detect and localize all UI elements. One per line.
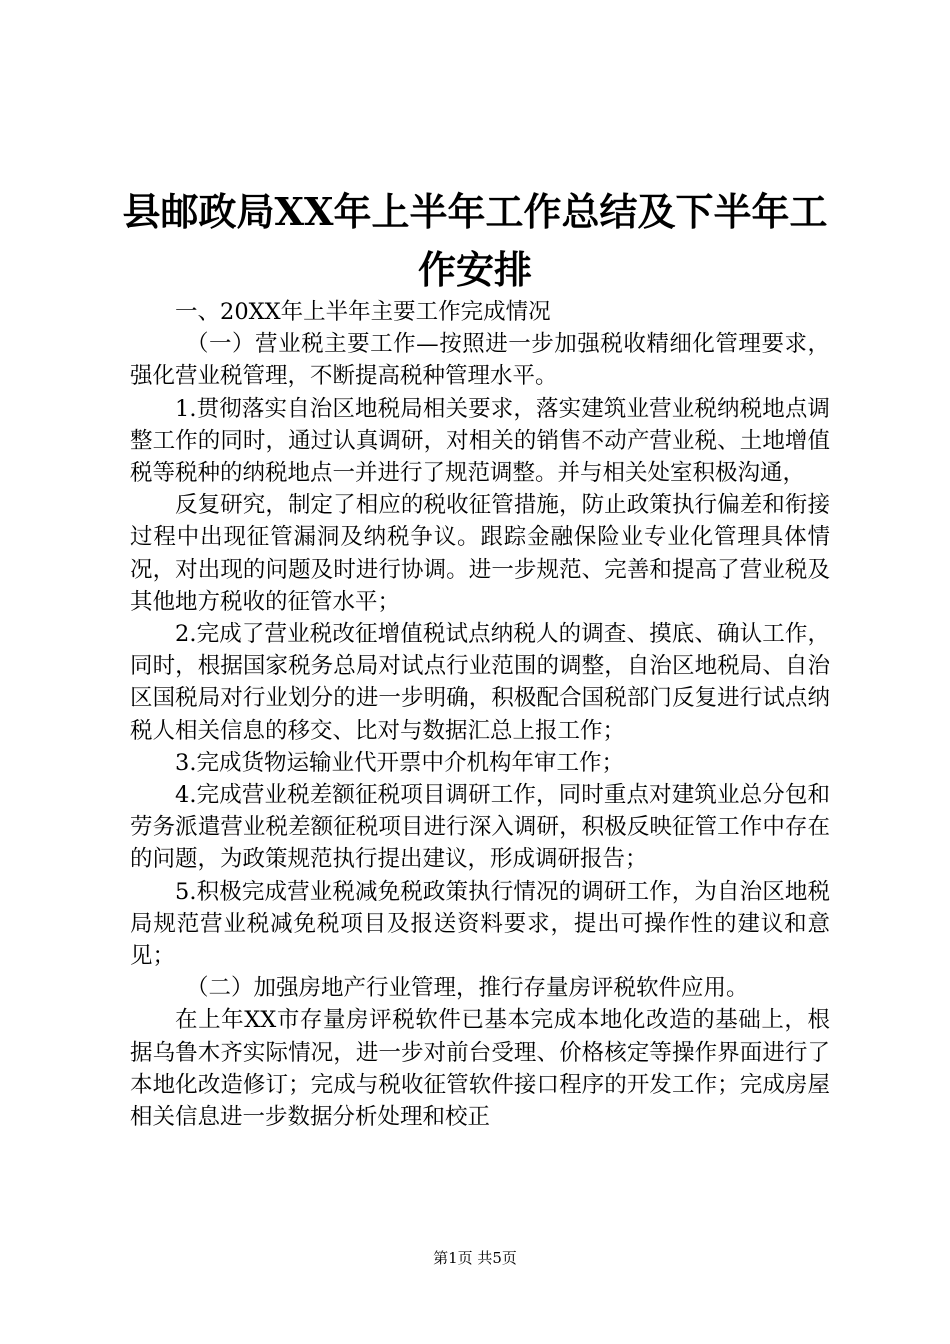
paragraph: 5.积极完成营业税减免税政策执行情况的调研工作，为自治区地税局规范营业税减免税项目及报送资料要求，提出可操作性的建议和意见； [130,878,830,970]
paragraph: 1.贯彻落实自治区地税局相关要求，落实建筑业营业税纳税地点调整工作的同时，通过认真调研，对相关的销售不动产营业税、土地增值税等税种的纳税地点一并进行了规范调整。并与相关处室积极沟通， [130,395,830,487]
page-number-footer: 第1页 共5页 [433,1249,517,1267]
paragraph: 4.完成营业税差额征税项目调研工作，同时重点对建筑业总分包和劳务派遣营业税差额征税项目进行深入调研，积极反映征管工作中存在的问题，为政策规范执行提出建议，形成调研报告； [130,782,830,873]
paragraph: 2.完成了营业税改征增值税试点纳税人的调查、摸底、确认工作，同时，根据国家税务总局对试点行业范围的调整，自治区地税局、自治区国税局对行业划分的进一步明确，积极配合国税部门反复进行试点纳税人相关信息的移交、比对与数据汇总上报工作； [130,621,830,744]
paragraph: 在上年XX市存量房评税软件已基本完成本地化改造的基础上，根据乌鲁木齐实际情况，进一步对前台受理、价格核定等操作界面进行了本地化改造修订；完成与税收征管软件接口程序的开发工作；完成房屋相关信息进一步数据分析处理和校正 [130,1007,830,1131]
subsection-heading: （一）营业税主要工作—按照进一步加强税收精细化管理要求，强化营业税管理，不断提高税种管理水平。 [130,331,830,390]
paragraph: 3.完成货物运输业代开票中介机构年审工作； [175,749,624,776]
document-title: 县邮政局XX年上半年工作总结及下半年工作安排 [122,189,828,292]
paragraph: 反复研究，制定了相应的税收征管措施，防止政策执行偏差和衔接过程中出现征管漏洞及纳税争议。跟踪金融保险业专业化管理具体情况，对出现的问题及时进行协调。进一步规范、完善和提高了营业税及其他地方税收的征管水平； [130,492,830,615]
section-heading: 一、20XX年上半年主要工作完成情况 [175,299,551,325]
document-body [130,296,830,1133]
subsection-heading: （二）加强房地产行业管理，推行存量房评税软件应用。 [186,975,749,1002]
